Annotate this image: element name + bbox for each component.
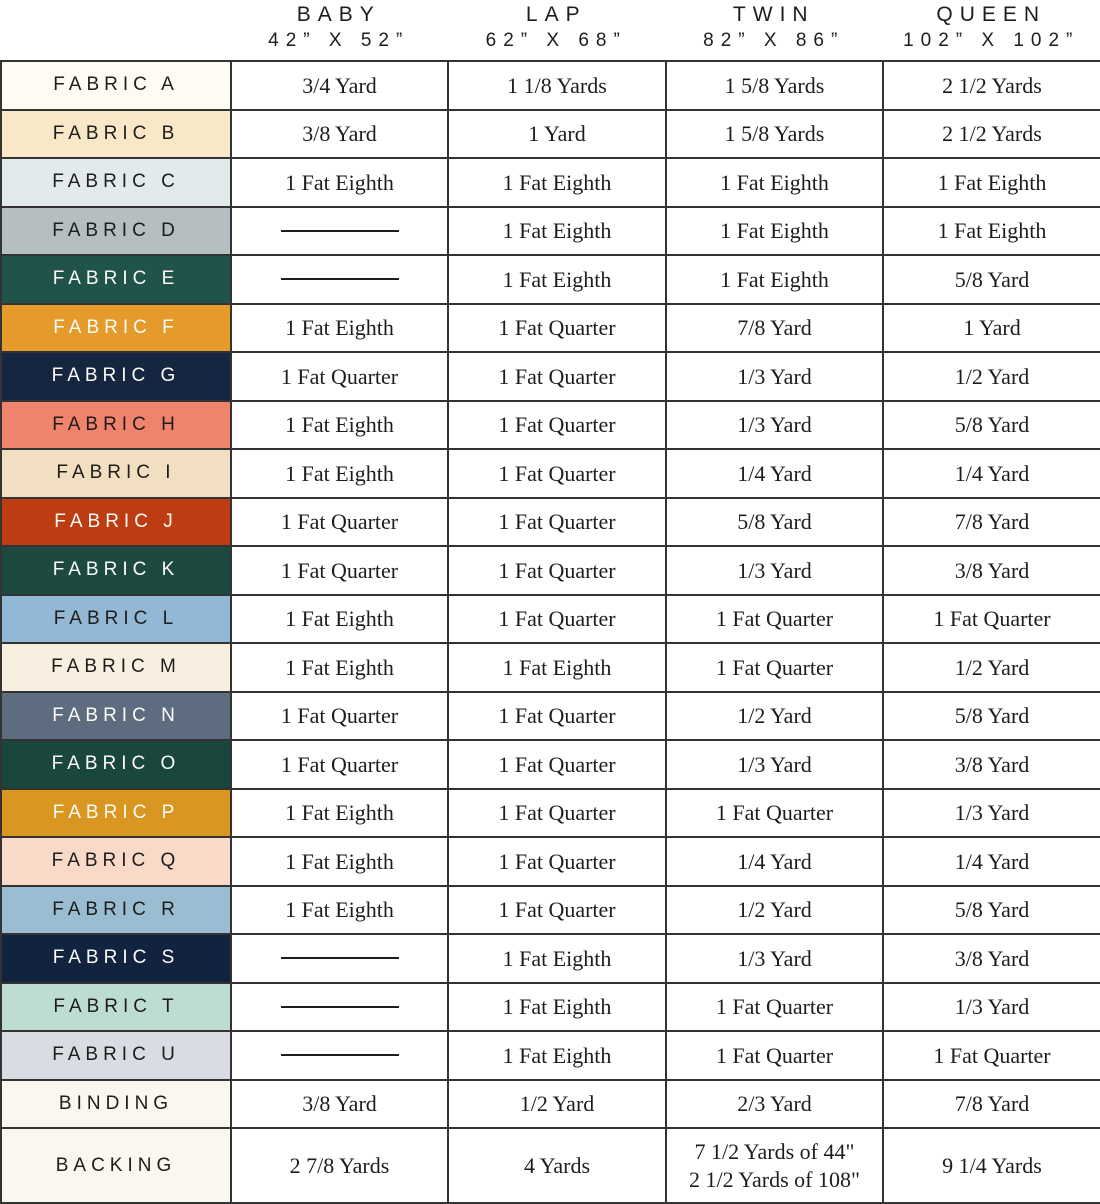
table-row (1, 546, 1100, 595)
yardage-cell-baby: 1 Fat Eighth (231, 643, 448, 692)
yardage-cell-twin: 1/4 Yard (666, 449, 883, 498)
yardage-cell-twin: 1 Fat Eighth (666, 207, 883, 256)
yardage-cell-queen: 5/8 Yard (883, 401, 1100, 450)
size-dimensions-twin: 82” X 86” (665, 28, 883, 54)
yardage-cell-twin: 1 Fat Eighth (666, 255, 883, 304)
empty-cell-dash (281, 230, 399, 232)
yardage-cell-queen: 2 1/2 Yards (883, 61, 1100, 110)
yardage-cell-queen: 3/8 Yard (883, 546, 1100, 595)
empty-cell-dash (281, 1054, 399, 1056)
yardage-cell-baby: 1 Fat Eighth (231, 886, 448, 935)
yardage-cell-twin: 1 Fat Eighth (666, 158, 883, 207)
table-row (1, 1031, 1100, 1080)
size-column-twin (665, 0, 883, 54)
yardage-cell-queen: 1 Fat Quarter (883, 595, 1100, 644)
table-row (1, 401, 1100, 450)
yardage-cell-lap: 1 Fat Quarter (448, 837, 666, 886)
yardage-cell-baby (231, 934, 448, 983)
yardage-cell-twin: 1 5/8 Yards (666, 61, 883, 110)
fabric-swatch-label: FABRIC D (1, 207, 231, 256)
table-row (1, 1080, 1100, 1129)
yardage-cell-twin: 1 Fat Quarter (666, 1031, 883, 1080)
yardage-cell-twin (666, 1128, 883, 1203)
yardage-cell-twin: 1 5/8 Yards (666, 110, 883, 159)
size-name-lap: LAP (448, 2, 666, 28)
size-name-twin: TWIN (665, 2, 883, 28)
fabric-swatch-label: FABRIC E (1, 255, 231, 304)
table-row (1, 498, 1100, 547)
yardage-cell-lap: 1 Fat Eighth (448, 643, 666, 692)
fabric-swatch-label: FABRIC L (1, 595, 231, 644)
yardage-cell-baby: 1 Fat Eighth (231, 449, 448, 498)
table-row (1, 934, 1100, 983)
yardage-cell-lap: 1 Fat Quarter (448, 886, 666, 935)
yardage-cell-baby (231, 1031, 448, 1080)
yardage-cell-baby: 3/8 Yard (231, 1080, 448, 1129)
yardage-cell-queen: 5/8 Yard (883, 692, 1100, 741)
size-dimensions-queen: 102” X 102” (883, 28, 1100, 54)
table-row (1, 1128, 1100, 1203)
yardage-cell-queen: 1/3 Yard (883, 789, 1100, 838)
table-row (1, 983, 1100, 1032)
yardage-cell-baby: 3/4 Yard (231, 61, 448, 110)
yardage-cell-twin: 2/3 Yard (666, 1080, 883, 1129)
size-dimensions-baby: 42” X 52” (230, 28, 448, 54)
fabric-swatch-label: FABRIC T (1, 983, 231, 1032)
yardage-cell-lap: 1 1/8 Yards (448, 61, 666, 110)
size-name-queen: QUEEN (883, 2, 1100, 28)
yardage-cell-queen: 1 Fat Quarter (883, 1031, 1100, 1080)
yardage-cell-lap: 1 Fat Eighth (448, 158, 666, 207)
yardage-cell-lap: 1 Fat Quarter (448, 546, 666, 595)
yardage-cell-queen: 5/8 Yard (883, 255, 1100, 304)
yardage-cell-baby: 1 Fat Quarter (231, 352, 448, 401)
yardage-cell-queen: 1/2 Yard (883, 352, 1100, 401)
fabric-swatch-label: FABRIC P (1, 789, 231, 838)
yardage-cell-baby: 1 Fat Eighth (231, 401, 448, 450)
yardage-cell-twin: 1/2 Yard (666, 692, 883, 741)
fabric-swatch-label: FABRIC R (1, 886, 231, 935)
fabric-swatch-label: FABRIC M (1, 643, 231, 692)
fabric-swatch-label: FABRIC B (1, 110, 231, 159)
fabric-swatch-label: FABRIC N (1, 692, 231, 741)
yardage-cell-twin: 1/2 Yard (666, 886, 883, 935)
yardage-cell-twin: 1 Fat Quarter (666, 983, 883, 1032)
table-row (1, 61, 1100, 110)
yardage-cell-lap: 1 Fat Eighth (448, 1031, 666, 1080)
yardage-cell-baby (231, 255, 448, 304)
yardage-cell-baby: 1 Fat Eighth (231, 595, 448, 644)
yardage-cell-baby: 2 7/8 Yards (231, 1128, 448, 1203)
empty-cell-dash (281, 957, 399, 959)
yardage-cell-queen: 1 Yard (883, 304, 1100, 353)
table-row (1, 692, 1100, 741)
yardage-cell-queen: 9 1/4 Yards (883, 1128, 1100, 1203)
yardage-cell-lap: 1 Fat Eighth (448, 207, 666, 256)
size-header-row (0, 0, 1100, 60)
size-name-baby: BABY (230, 2, 448, 28)
yardage-cell-queen: 1/4 Yard (883, 837, 1100, 886)
yardage-cell-lap: 1 Fat Eighth (448, 934, 666, 983)
yardage-cell-lap: 4 Yards (448, 1128, 666, 1203)
yardage-cell-queen: 1 Fat Eighth (883, 207, 1100, 256)
yardage-cell-twin: 1 Fat Quarter (666, 595, 883, 644)
table-row (1, 595, 1100, 644)
table-row (1, 352, 1100, 401)
yardage-cell-lap: 1 Yard (448, 110, 666, 159)
yardage-cell-queen: 1 Fat Eighth (883, 158, 1100, 207)
yardage-cell-baby: 1 Fat Eighth (231, 304, 448, 353)
table-row (1, 207, 1100, 256)
yardage-cell-queen: 1/3 Yard (883, 983, 1100, 1032)
table-row (1, 643, 1100, 692)
fabric-swatch-label: FABRIC S (1, 934, 231, 983)
yardage-table (0, 60, 1100, 1204)
fabric-swatch-label: FABRIC I (1, 449, 231, 498)
yardage-table-body (1, 61, 1100, 1203)
fabric-swatch-label: FABRIC H (1, 401, 231, 450)
yardage-cell-baby: 1 Fat Quarter (231, 546, 448, 595)
yardage-cell-twin: 1/3 Yard (666, 401, 883, 450)
yardage-cell-twin: 7/8 Yard (666, 304, 883, 353)
yardage-cell-lap: 1 Fat Quarter (448, 449, 666, 498)
yardage-cell-queen: 1/2 Yard (883, 643, 1100, 692)
yardage-cell-lap: 1 Fat Quarter (448, 740, 666, 789)
yardage-cell-queen: 3/8 Yard (883, 934, 1100, 983)
empty-cell-dash (281, 1006, 399, 1008)
table-row (1, 158, 1100, 207)
table-row (1, 110, 1100, 159)
yardage-cell-twin: 1/4 Yard (666, 837, 883, 886)
yardage-cell-lap: 1 Fat Quarter (448, 304, 666, 353)
table-row (1, 837, 1100, 886)
table-row (1, 886, 1100, 935)
table-row (1, 255, 1100, 304)
yardage-cell-queen: 1/4 Yard (883, 449, 1100, 498)
yardage-cell-twin: 1 Fat Quarter (666, 789, 883, 838)
yardage-cell-lap: 1 Fat Quarter (448, 352, 666, 401)
size-dimensions-lap: 62” X 68” (448, 28, 666, 54)
yardage-cell-lap: 1 Fat Quarter (448, 498, 666, 547)
yardage-cell-lap: 1 Fat Eighth (448, 983, 666, 1032)
yardage-cell-lap: 1 Fat Quarter (448, 401, 666, 450)
fabric-swatch-label: FABRIC O (1, 740, 231, 789)
yardage-cell-baby: 1 Fat Quarter (231, 498, 448, 547)
fabric-swatch-label: FABRIC U (1, 1031, 231, 1080)
yardage-cell-twin: 1/3 Yard (666, 934, 883, 983)
size-column-baby (230, 0, 448, 54)
yardage-cell-twin: 1/3 Yard (666, 352, 883, 401)
yardage-cell-queen: 7/8 Yard (883, 1080, 1100, 1129)
yardage-cell-twin: 1/3 Yard (666, 546, 883, 595)
yardage-cell-baby: 1 Fat Eighth (231, 789, 448, 838)
yardage-cell-baby: 1 Fat Eighth (231, 158, 448, 207)
yardage-cell-queen: 3/8 Yard (883, 740, 1100, 789)
yardage-cell-baby: 1 Fat Quarter (231, 740, 448, 789)
fabric-swatch-label: BACKING (1, 1128, 231, 1203)
size-column-queen (883, 0, 1100, 54)
yardage-cell-queen: 2 1/2 Yards (883, 110, 1100, 159)
fabric-swatch-label: FABRIC A (1, 61, 231, 110)
empty-cell-dash (281, 278, 399, 280)
table-row (1, 740, 1100, 789)
fabric-swatch-label: FABRIC F (1, 304, 231, 353)
size-column-lap (448, 0, 666, 54)
yardage-cell-twin: 1 Fat Quarter (666, 643, 883, 692)
yardage-cell-twin: 5/8 Yard (666, 498, 883, 547)
fabric-swatch-label: BINDING (1, 1080, 231, 1129)
yardage-cell-lap: 1 Fat Quarter (448, 595, 666, 644)
yardage-cell-lap: 1 Fat Eighth (448, 255, 666, 304)
table-row (1, 304, 1100, 353)
fabric-swatch-label: FABRIC J (1, 498, 231, 547)
yardage-cell-lap: 1 Fat Quarter (448, 692, 666, 741)
yardage-cell-lap: 1 Fat Quarter (448, 789, 666, 838)
yardage-cell-baby: 3/8 Yard (231, 110, 448, 159)
yardage-cell-twin: 1/3 Yard (666, 740, 883, 789)
fabric-swatch-label: FABRIC G (1, 352, 231, 401)
yardage-cell-baby: 1 Fat Quarter (231, 692, 448, 741)
yardage-cell-baby (231, 983, 448, 1032)
yardage-line: 2 1/2 Yards of 108" (667, 1166, 882, 1194)
yardage-cell-lap: 1/2 Yard (448, 1080, 666, 1129)
fabric-swatch-label: FABRIC C (1, 158, 231, 207)
fabric-swatch-label: FABRIC K (1, 546, 231, 595)
yardage-cell-queen: 5/8 Yard (883, 886, 1100, 935)
fabric-swatch-label: FABRIC Q (1, 837, 231, 886)
table-row (1, 449, 1100, 498)
yardage-cell-baby (231, 207, 448, 256)
yardage-cell-queen: 7/8 Yard (883, 498, 1100, 547)
yardage-line: 7 1/2 Yards of 44" (667, 1138, 882, 1166)
table-row (1, 789, 1100, 838)
yardage-cell-baby: 1 Fat Eighth (231, 837, 448, 886)
